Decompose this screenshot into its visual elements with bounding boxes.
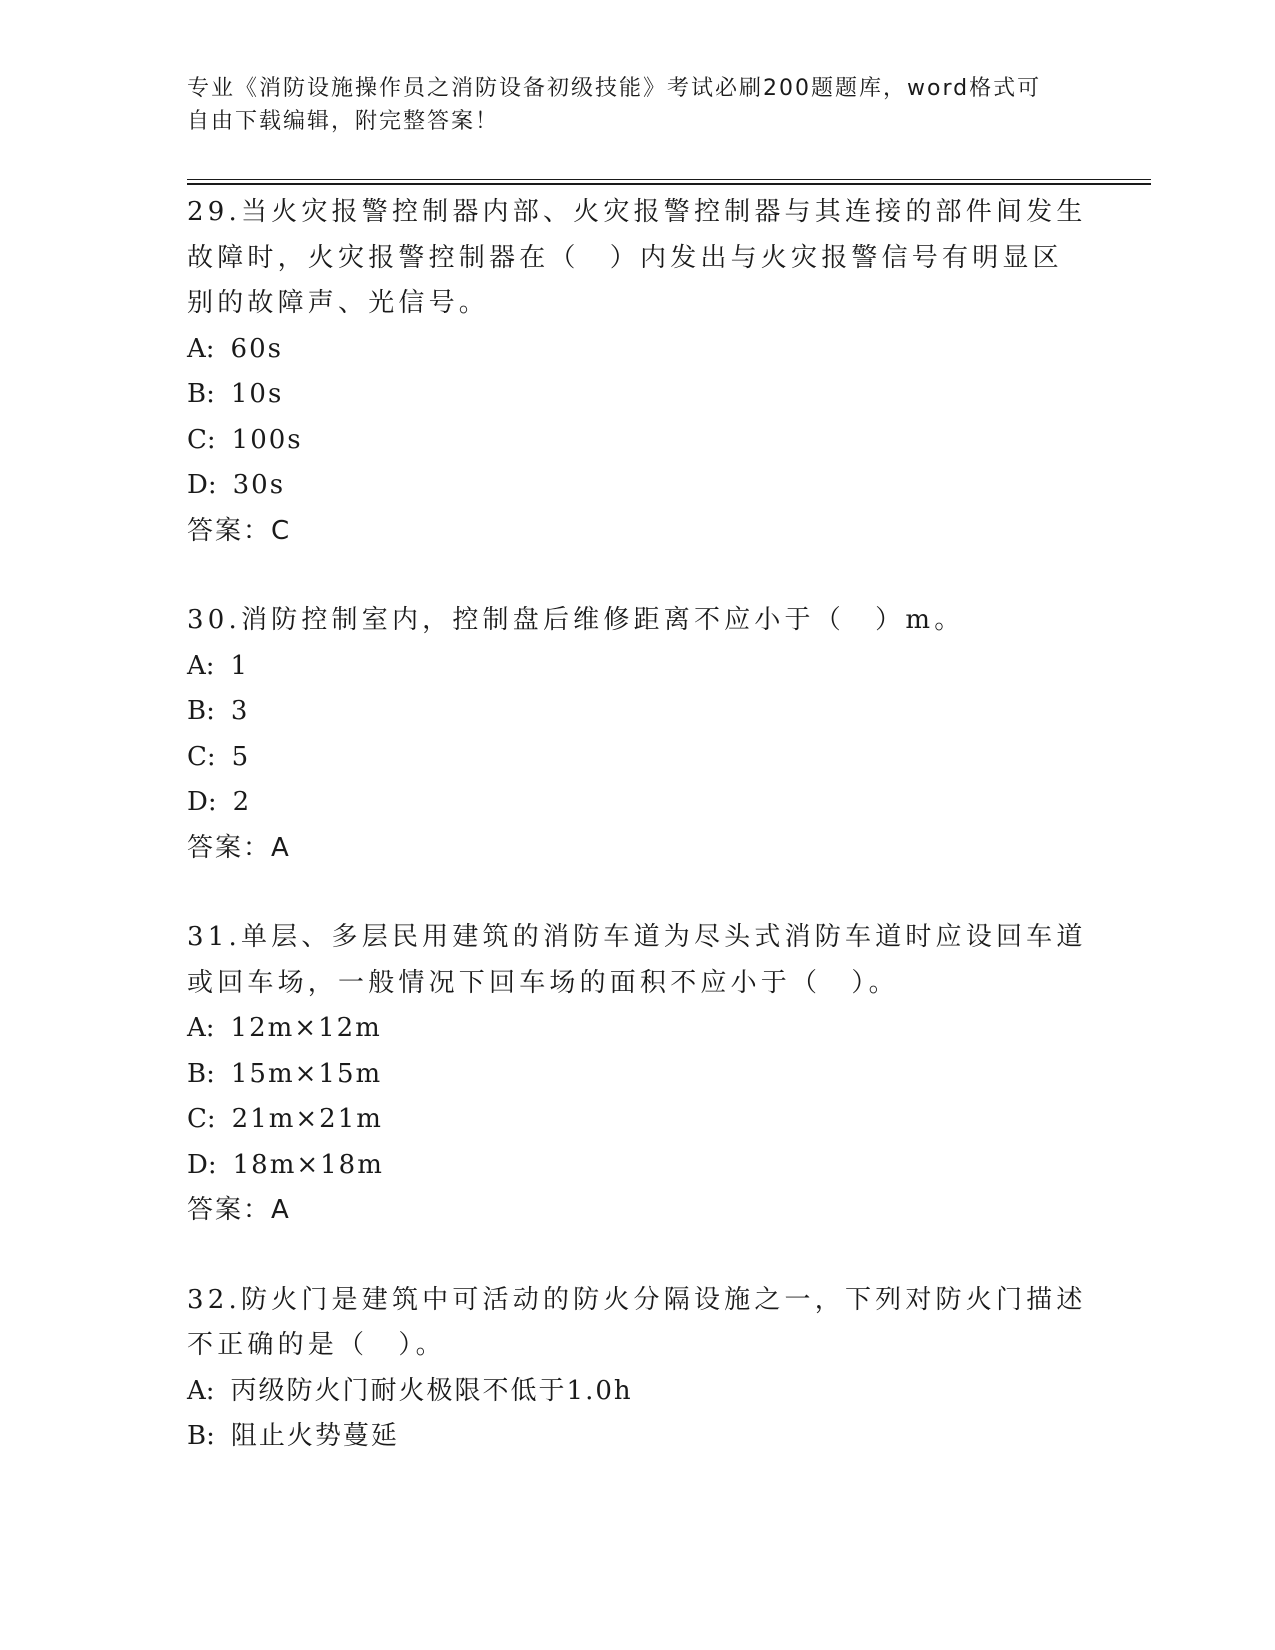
option-text: 10s (230, 379, 284, 409)
option-text: 2 (232, 787, 252, 817)
option-text: 18m×18m (232, 1149, 384, 1180)
question-list (187, 190, 1087, 1504)
option-letter: B: (187, 1421, 215, 1451)
option-text: 阻止火势蔓延 (230, 1421, 399, 1451)
option-text: 30s (232, 470, 286, 500)
option-letter: B: (187, 379, 215, 409)
option-text: 5 (231, 741, 251, 772)
option-letter: A: (187, 1013, 215, 1043)
option-b (187, 372, 1087, 418)
question-32 (187, 1278, 1087, 1460)
answer-line: 答案：A (187, 1195, 291, 1225)
header-divider-thick (187, 183, 1151, 185)
option-text: 21m×21m (231, 1104, 383, 1134)
option-letter: A: (187, 1375, 215, 1406)
question-stem: 32.防火门是建筑中可活动的防火分隔设施之一，下列对防火门描述不正确的是（ ）。 (187, 1284, 1087, 1360)
option-letter: B: (187, 1058, 215, 1089)
option-a (187, 644, 1087, 690)
option-letter: D: (187, 1149, 217, 1180)
option-b (187, 689, 1087, 735)
option-c (187, 418, 1087, 464)
option-text: 3 (230, 696, 250, 726)
answer-line: 答案：C (187, 515, 292, 546)
option-d (187, 1143, 1087, 1189)
option-text: 100s (231, 424, 303, 455)
option-d (187, 780, 1087, 826)
option-letter: C: (187, 1104, 216, 1134)
question-stem: 31.单层、多层民用建筑的消防车道为尽头式消防车道时应设回车道或回车场，一般情况下回车场的面积不应小于（ ）。 (187, 922, 1087, 998)
option-text: 60s (230, 333, 283, 364)
option-letter: D: (187, 470, 217, 500)
question-stem: 30.消防控制室内，控制盘后维修距离不应小于（ ）m。 (187, 605, 965, 635)
option-text: 1 (230, 650, 250, 681)
option-c (187, 735, 1087, 781)
question-stem: 29.当火灾报警控制器内部、火灾报警控制器与其连接的部件间发生故障时，火灾报警控制器在（ ）内发出与火灾报警信号有明显区别的故障声、光信号。 (187, 197, 1087, 318)
option-b (187, 1414, 1087, 1460)
option-letter: C: (187, 741, 216, 772)
option-c (187, 1097, 1087, 1143)
document-header (187, 72, 1067, 138)
question-30 (187, 598, 1087, 871)
option-letter: C: (187, 424, 216, 455)
option-letter: B: (187, 696, 215, 726)
header-divider-thin (187, 179, 1151, 180)
option-letter: D: (187, 787, 217, 817)
question-29 (187, 190, 1087, 554)
answer-line: 答案：A (187, 832, 291, 863)
option-letter: A: (187, 650, 215, 681)
option-text: 丙级防火门耐火极限不低于1.0h (230, 1375, 633, 1406)
option-a (187, 1006, 1087, 1052)
option-b (187, 1052, 1087, 1098)
option-letter: A: (187, 333, 215, 364)
header-line-1: 专业《消防设施操作员之消防设备初级技能》考试必刷200题题库，word格式可 (187, 76, 1042, 101)
option-a (187, 1369, 1087, 1415)
option-text: 15m×15m (230, 1058, 383, 1089)
header-line-2: 自由下载编辑，附完整答案！ (187, 109, 500, 134)
option-d (187, 463, 1087, 509)
option-text: 12m×12m (230, 1013, 382, 1043)
question-31 (187, 915, 1087, 1234)
option-a (187, 327, 1087, 373)
